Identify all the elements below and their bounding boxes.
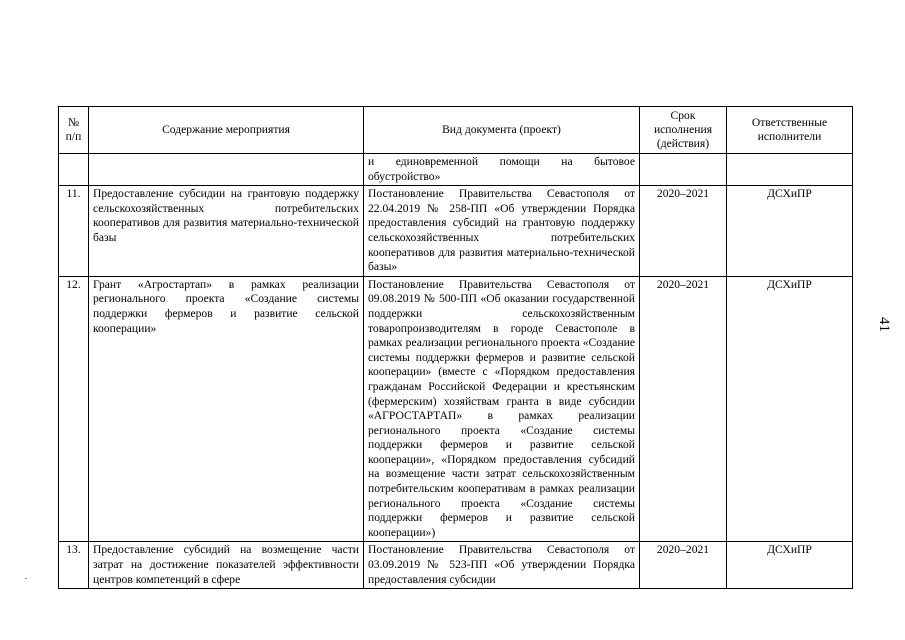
scan-mark (25, 578, 27, 579)
header-responsible: Ответственные исполнители (727, 107, 853, 154)
table-row (59, 154, 853, 186)
row-number: 13. (59, 542, 89, 589)
row-responsible: ДСХиПР (727, 542, 853, 589)
row-content: Предоставление субсидий на возмещение части затрат на достижение показателей эффективности центров компетенций в сфере (89, 542, 364, 589)
header-number: № п/п (59, 107, 89, 154)
header-doc-type: Вид документа (проект) (364, 107, 640, 154)
table-row (59, 276, 853, 542)
row-number: 11. (59, 186, 89, 277)
page-number: 41 (876, 317, 892, 332)
row-number (59, 154, 89, 186)
row-responsible: ДСХиПР (727, 276, 853, 542)
row-deadline: 2020–2021 (640, 186, 727, 277)
row-content (89, 154, 364, 186)
row-doc: Постановление Правительства Севастополя от 03.09.2019 № 523-ПП «Об утверждении Порядка предоставления субсидии (364, 542, 640, 589)
row-responsible: ДСХиПР (727, 186, 853, 277)
activities-table (58, 106, 853, 589)
row-deadline: 2020–2021 (640, 542, 727, 589)
table-header-row (59, 107, 853, 154)
table-row (59, 542, 853, 589)
row-content: Грант «Агростартап» в рамках реализации регионального проекта «Создание системы поддержки фермеров и развитие сельской кооперации» (89, 276, 364, 542)
header-content: Содержание мероприятия (89, 107, 364, 154)
row-number: 12. (59, 276, 89, 542)
table-row (59, 186, 853, 277)
header-deadline: Срок исполнения (действия) (640, 107, 727, 154)
row-responsible (727, 154, 853, 186)
row-doc: и единовременной помощи на бытовое обустройство» (364, 154, 640, 186)
row-deadline (640, 154, 727, 186)
row-doc: Постановление Правительства Севастополя от 09.08.2019 № 500-ПП «Об оказании государственной поддержки сельскохозяйственным товаропроизводителям в городе Севастополе в рамках реализации регионального проекта «Создание системы поддержки фермеров и развитие сельской кооперации» (вместе с «Порядком предоставления гражданам Российской Федерации и крестьянским (фермерским) хозяйствам гранта в виде субсидии «АГРОСТАРТАП» в рамках реализации регионального проекта «Создание системы поддержки фермеров и развитие сельской кооперации», «Порядком предоставления субсидий на возмещение части затрат сельскохозяйственным потребительским кооперативам в рамках реализации регионального проекта «Создание системы поддержки фермеров и развитие сельской кооперации») (364, 276, 640, 542)
row-content: Предоставление субсидии на грантовую поддержку сельскохозяйственных потребительских кооперативов для развития материально-технической базы (89, 186, 364, 277)
row-deadline: 2020–2021 (640, 276, 727, 542)
row-doc: Постановление Правительства Севастополя от 22.04.2019 № 258-ПП «Об утверждении Порядка предоставления субсидий на грантовую поддержку сельскохозяйственных потребительских кооперативов для развития материально-технической базы» (364, 186, 640, 277)
